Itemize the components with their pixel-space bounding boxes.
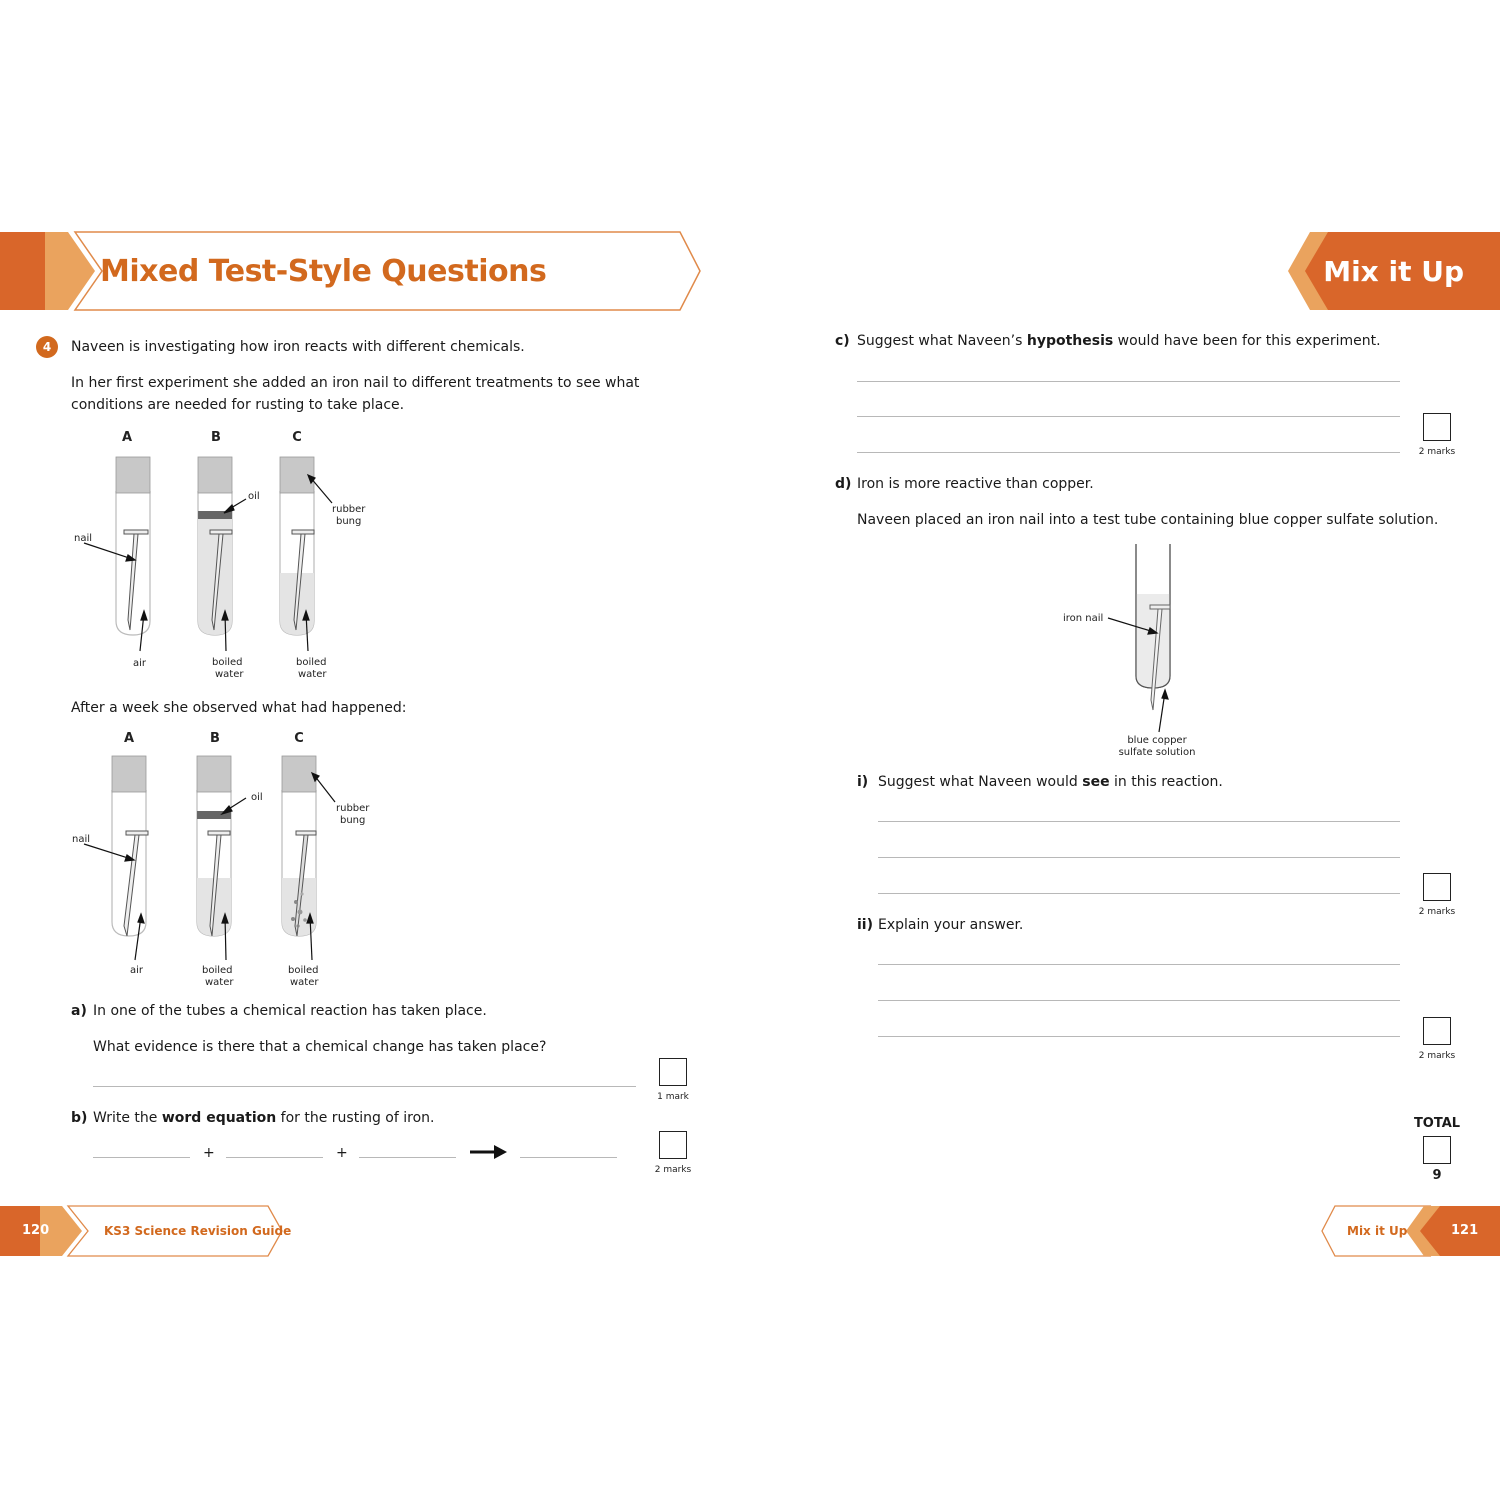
part-d-line1: Iron is more reactive than copper. (857, 476, 1094, 492)
label-nail: nail (74, 533, 93, 544)
left-page-number: 120 (22, 1223, 50, 1238)
part-d-i-text-end: in this reaction. (1109, 774, 1223, 790)
part-c-text-start: Suggest what Naveen’s (857, 333, 1027, 349)
tube-letter-a: A (121, 430, 133, 445)
test-tube-c (282, 756, 316, 936)
tube-letter-b: B (211, 430, 221, 445)
tube-letter-b: B (210, 731, 220, 746)
equation-blank-2[interactable] (226, 1157, 323, 1158)
rubber-bung (116, 457, 150, 493)
label-rubber-bung: rubber (336, 803, 370, 814)
label-rubber-bung: bung (336, 516, 362, 527)
answer-line[interactable] (857, 381, 1400, 382)
part-c-text-bold: hypothesis (1026, 333, 1114, 349)
mark-label: 2 marks (654, 1165, 692, 1175)
part-d-i-text-start: Suggest what Naveen would (878, 774, 1083, 790)
part-c-text (857, 330, 1381, 352)
label-nail: nail (72, 834, 91, 845)
mark-label: 2 marks (1418, 1051, 1456, 1061)
right-page-number: 121 (1451, 1223, 1479, 1238)
part-b-text-end: for the rusting of iron. (276, 1110, 435, 1126)
part-a-line1: In one of the tubes a chemical reaction has taken place. (93, 1003, 487, 1019)
test-tube-c (280, 457, 314, 635)
answer-line[interactable] (878, 893, 1400, 894)
answer-line[interactable] (857, 452, 1400, 453)
answer-line[interactable] (878, 857, 1400, 858)
answer-line[interactable] (878, 1000, 1400, 1001)
label-boiled-water: water (205, 977, 234, 988)
part-d-ii-text: Explain your answer. (878, 917, 1024, 933)
label-boiled-water: boiled (288, 965, 319, 976)
page-title: Mixed Test-Style Questions (100, 254, 547, 289)
mark-box[interactable] (1423, 1017, 1451, 1045)
label-copper-sulfate: blue copper (1127, 735, 1187, 746)
label-rubber-bung: bung (340, 815, 366, 826)
mark-label: 2 marks (1418, 907, 1456, 917)
question-intro: Naveen is investigating how iron reacts with different chemicals. (71, 339, 525, 355)
answer-line[interactable] (878, 964, 1400, 965)
part-b-text-bold: word equation (161, 1110, 277, 1126)
label-oil: oil (248, 491, 260, 502)
label-air: air (133, 658, 147, 669)
equation-blank-3[interactable] (359, 1157, 456, 1158)
right-footer-text: Mix it Up (1347, 1224, 1408, 1238)
question-experiment-line1: In her first experiment she added an iron nail to different treatments to see what (71, 375, 640, 391)
tube-letter-c: C (292, 430, 302, 445)
part-d-i-text (878, 771, 1223, 793)
answer-line[interactable] (857, 416, 1400, 417)
answer-line[interactable] (878, 821, 1400, 822)
label-iron-nail: iron nail (1063, 613, 1104, 624)
label-copper-sulfate: sulfate solution (1118, 747, 1196, 758)
question-number-badge: 4 (36, 336, 58, 358)
mark-label: 2 marks (1418, 447, 1456, 457)
question-experiment-line2: conditions are needed for rusting to take place. (71, 397, 405, 413)
copper-sulfate-diagram (1050, 540, 1250, 765)
label-boiled-water: water (215, 669, 244, 680)
label-boiled-water: water (290, 977, 319, 988)
test-tube-b (197, 756, 231, 936)
section-title: Mix it Up (1323, 255, 1464, 288)
total-label: TOTAL (1413, 1116, 1461, 1131)
part-d-ii-label: ii) (857, 917, 873, 933)
equation-blank-1[interactable] (93, 1157, 190, 1158)
test-tube-a (116, 457, 150, 635)
after-week-text: After a week she observed what had happened: (71, 700, 407, 716)
mark-box[interactable] (659, 1131, 687, 1159)
part-a-line2: What evidence is there that a chemical change has taken place? (93, 1039, 547, 1055)
label-oil: oil (251, 792, 263, 803)
part-b-text (93, 1107, 434, 1129)
part-b-label: b) (71, 1110, 88, 1126)
plus-sign: + (203, 1145, 215, 1161)
mark-box[interactable] (659, 1058, 687, 1086)
plus-sign: + (336, 1145, 348, 1161)
tube-letter-a: A (123, 731, 135, 746)
part-a-label: a) (71, 1003, 87, 1019)
reaction-arrow-icon (470, 1144, 508, 1160)
total-mark-box[interactable] (1423, 1136, 1451, 1164)
experiment-results-diagram (60, 726, 400, 991)
answer-line[interactable] (878, 1036, 1400, 1037)
label-boiled-water: water (298, 669, 327, 680)
part-d-i-text-bold: see (1082, 774, 1110, 790)
part-d-label: d) (835, 476, 852, 492)
part-d-line2: Naveen placed an iron nail into a test tube containing blue copper sulfate solution. (857, 512, 1439, 528)
tube-letter-c: C (294, 731, 304, 746)
total-value: 9 (1432, 1168, 1442, 1183)
label-boiled-water: boiled (296, 657, 327, 668)
answer-line[interactable] (93, 1086, 636, 1087)
part-b-text-start: Write the (93, 1110, 162, 1126)
part-c-text-end: would have been for this experiment. (1113, 333, 1381, 349)
part-c-label: c) (835, 333, 850, 349)
mark-box[interactable] (1423, 873, 1451, 901)
label-air: air (130, 965, 144, 976)
experiment-setup-diagram (60, 425, 400, 685)
equation-blank-4[interactable] (520, 1157, 617, 1158)
mark-box[interactable] (1423, 413, 1451, 441)
mark-label: 1 mark (657, 1092, 689, 1102)
part-d-i-label: i) (857, 774, 869, 790)
test-tube-b (198, 457, 232, 635)
label-boiled-water: boiled (212, 657, 243, 668)
label-boiled-water: boiled (202, 965, 233, 976)
test-tube-a (112, 756, 148, 936)
label-rubber-bung: rubber (332, 504, 366, 515)
left-footer-text: KS3 Science Revision Guide (104, 1224, 292, 1238)
